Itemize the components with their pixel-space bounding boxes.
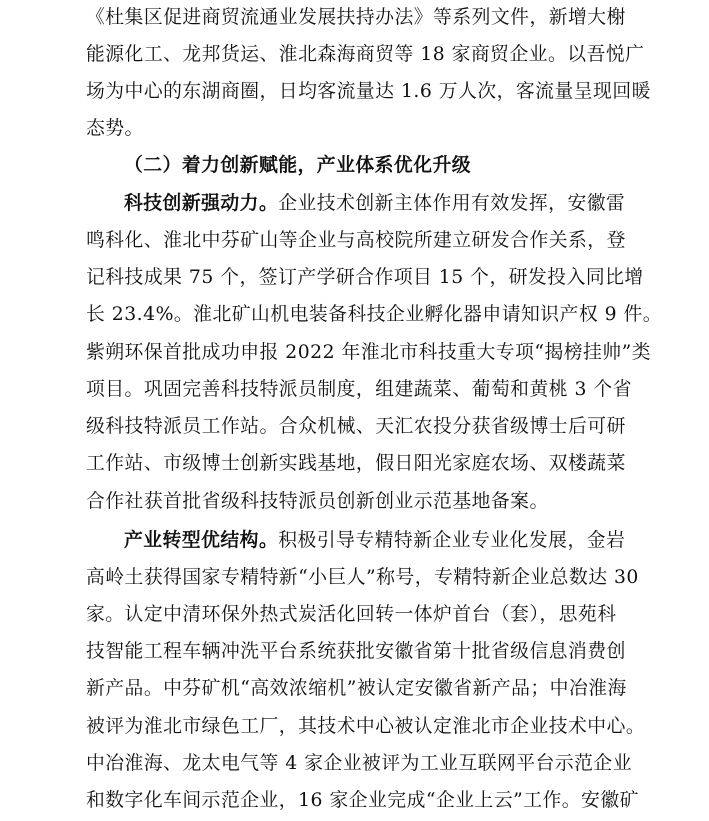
paragraph-line: 和数字化车间示范企业，16 家企业完成“企业上云”工作。安徽矿 [86,790,639,811]
paragraph-line: 能源化工、龙邦货运、淮北森海商贸等 18 家商贸企业。以吾悦广 [86,44,645,65]
paragraph-line: 《杜集区促进商贸流通业发展扶持办法》等系列文件，新增大榭 [86,7,626,28]
paragraph-lead: 产业转型优结构。 [124,529,279,551]
paragraph-line: 合作社获首批省级科技特派员创新创业示范基地备案。 [86,491,549,512]
paragraph-line: 紫朔环保首批成功申报 2022 年淮北市科技重大专项“揭榜挂帅”类 [86,342,651,363]
paragraph-line: 家。认定中清环保外热式炭活化回转一体炉首台（套），思苑科 [86,604,617,625]
paragraph-line: 态势。 [86,118,144,139]
paragraph-line: 高岭土获得国家专精特新“小巨人”称号，专精特新企业总数达 30 [86,567,639,588]
paragraph-line: 中冶淮海、龙太电气等 4 家企业被评为工业互联网平台示范企业 [86,753,632,774]
paragraph-line: 技智能工程车辆冲洗平台系统获批安徽省第十批省级信息消费创 [86,641,626,662]
paragraph-line: 鸣科化、淮北中芬矿山等企业与高校院所建立研发合作关系，登 [86,230,626,251]
paragraph-lead: 科技创新强动力。 [124,192,279,214]
paragraph-line: 场为中心的东湖商圈，日均客流量达 1.6 万人次，客流量呈现回暖 [86,81,651,102]
section-heading: （二）着力创新赋能，产业体系优化升级 [124,154,472,176]
paragraph-line: 工作站、市级博士创新实践基地，假日阳光家庭农场、双楼蔬菜 [86,453,626,474]
paragraph-line: 记科技成果 75 个，签订产学研合作项目 15 个，研发投入同比增 [86,267,644,288]
paragraph-first-line [124,528,625,553]
paragraph-text: 企业技术创新主体作用有效发挥，安徽雷 [278,193,626,214]
paragraph-line: 级科技特派员工作站。合众机械、天汇农投分获省级博士后可研 [86,416,626,437]
paragraph-text: 积极引导专精特新企业专业化发展，金岩 [278,530,626,551]
paragraph-line: 被评为淮北市绿色工厂，其技术中心被认定淮北市企业技术中心。 [86,716,646,737]
paragraph-line: 项目。巩固完善科技特派员制度，组建蔬菜、葡萄和黄桃 3 个省 [86,379,632,400]
paragraph-first-line [124,191,625,216]
paragraph-line: 长 23.4%。淮北矿山机电装备科技企业孵化器申请知识产权 9 件。 [86,304,663,325]
paragraph-line: 新产品。中芬矿机“高效浓缩机”被认定安徽省新产品；中冶淮海 [86,678,627,699]
